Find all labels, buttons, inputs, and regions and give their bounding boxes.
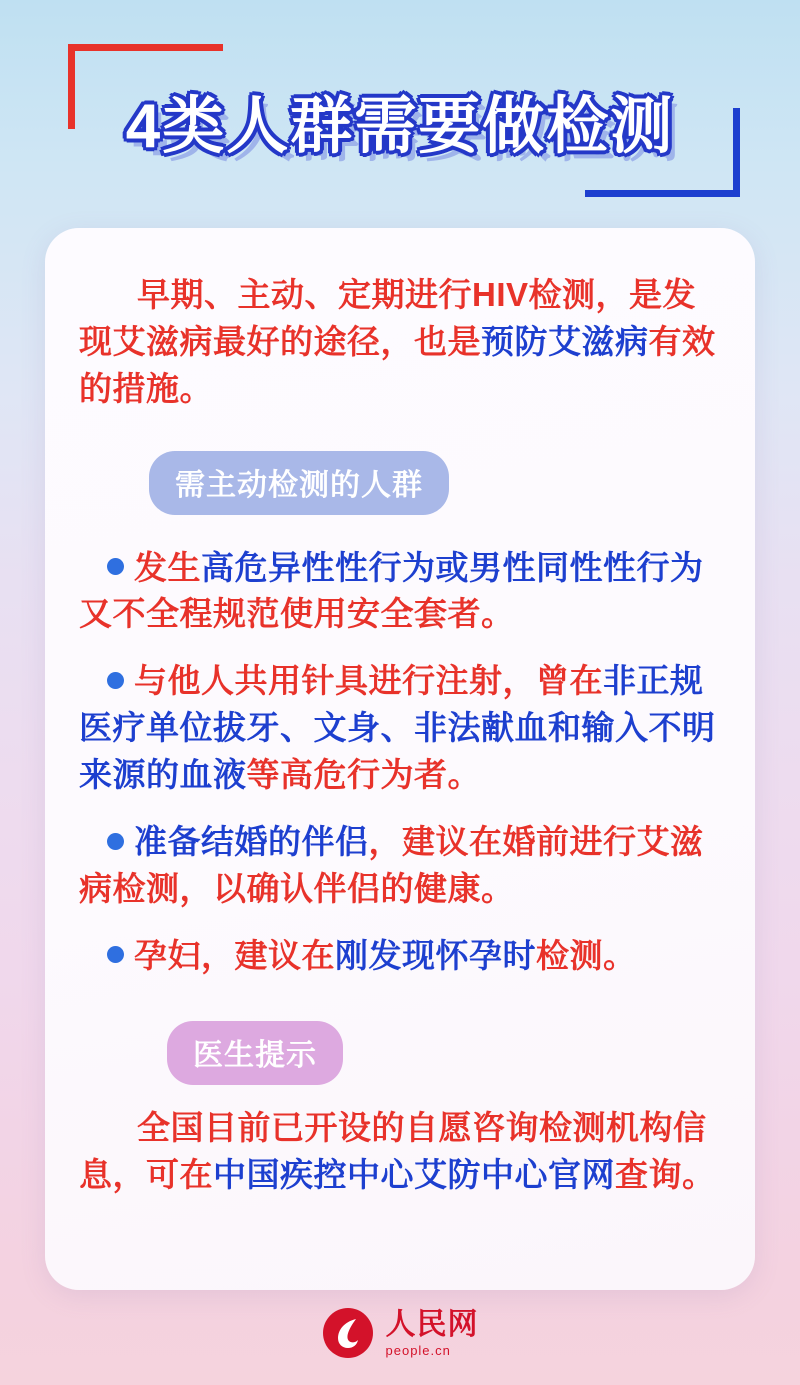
- bullet-dot-icon: [107, 833, 124, 850]
- bullet-text-blue: 刚发现怀孕时: [335, 936, 536, 974]
- people-cn-logo-icon: [322, 1307, 374, 1359]
- bullet-text-red2: 检测。: [536, 936, 637, 974]
- poster-header: [0, 0, 800, 210]
- tip-text-highlight: 中国疾控中心艾防中心官网: [213, 1156, 615, 1194]
- bullet-text-red1: 发生: [134, 548, 201, 586]
- bullet-text-blue: 高危异性性行为或男性同性性行为: [201, 548, 704, 586]
- page-title: 4类人群需要做检测: [125, 92, 675, 161]
- bullet-text-blue: 准备结婚的伴侣: [134, 822, 369, 860]
- bullet-text-red1: 孕妇，建议在: [134, 936, 335, 974]
- list-item: [79, 933, 721, 980]
- doctor-tip-badge: 医生提示: [167, 1021, 343, 1085]
- logo-text-group: [385, 1307, 479, 1358]
- group-tag-badge: 需主动检测的人群: [149, 451, 449, 515]
- list-item: [79, 658, 721, 799]
- bullet-dot-icon: [107, 672, 124, 689]
- logo-text-en: people.cn: [385, 1342, 451, 1358]
- list-item: [79, 545, 721, 639]
- logo-text-cn: 人民网: [385, 1307, 479, 1341]
- bullet-text-red2: ，建议在婚前进行艾滋病检测，以确认伴侣的健康。: [79, 822, 704, 907]
- intro-text-part1: 早期、主动、定期进行HIV检测，是发现艾滋病最好的途径，也是: [79, 276, 697, 360]
- content-card: [45, 228, 755, 1290]
- bullet-dot-icon: [107, 946, 124, 963]
- doctor-tip-paragraph: [79, 1105, 721, 1199]
- bullet-text-red2: 又不全程规范使用安全套者。: [79, 595, 515, 633]
- intro-paragraph: [79, 272, 721, 413]
- doctor-tip-block: [79, 1013, 721, 1199]
- bullet-text-red2: 等高危行为者。: [246, 756, 481, 794]
- footer-logo: [0, 1307, 800, 1359]
- bullet-text-red1: 与他人共用针具进行注射，曾在: [134, 662, 603, 700]
- bullet-dot-icon: [107, 558, 124, 575]
- tip-text-part1: 全国目前已开设的自愿咨询检测机构信息，可在: [79, 1109, 707, 1194]
- bullet-text-blue: 非正规医疗单位拔牙、文身、非法献血和输入不明来源的血液: [79, 662, 716, 794]
- tip-text-part2: 查询。: [615, 1156, 716, 1194]
- intro-text-part2: 有效的措施。: [79, 322, 716, 407]
- list-item: [79, 819, 721, 913]
- intro-text-highlight: 预防艾滋病: [481, 322, 649, 360]
